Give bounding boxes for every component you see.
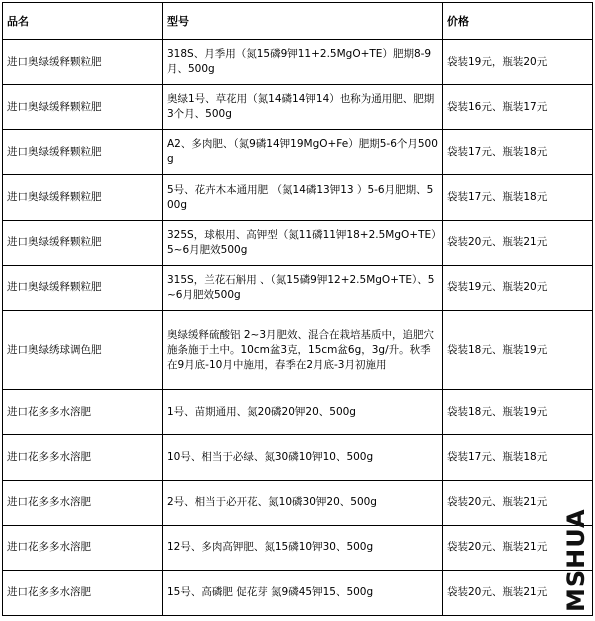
- table-row: [3, 40, 593, 85]
- table-row: [3, 130, 593, 175]
- product-price: 袋装20元、瓶装21元: [443, 525, 593, 570]
- header-price: 价格: [443, 3, 593, 40]
- product-name: 进口奥绿缓释颗粒肥: [3, 220, 163, 265]
- product-name: 进口花多多水溶肥: [3, 525, 163, 570]
- product-model: 315S，兰花石斛用 、（氮15磷9钾12+2.5MgO+TE）、5~6月肥效500g: [163, 265, 443, 310]
- product-price: 袋装18元、瓶装19元: [443, 310, 593, 389]
- product-model: 5号、花卉木本通用肥 （氮14磷13钾13 ）5-6月肥期、500g: [163, 175, 443, 220]
- product-name: 进口花多多水溶肥: [3, 390, 163, 435]
- product-model: 奥绿缓释硫酸铝 2~3月肥效、混合在栽培基质中，追肥穴施条施于土中。10cm盆3克，15cm盆6g，3g/升。秋季在9月底-10月中施用，春季在2月底-3月初施用: [163, 310, 443, 389]
- product-price: 袋装17元、瓶装18元: [443, 435, 593, 480]
- product-price: 袋装17元、瓶装18元: [443, 130, 593, 175]
- table-row: [3, 175, 593, 220]
- product-model: 318S、月季用（氮15磷9钾11+2.5MgO+TE）肥期8-9月、500g: [163, 40, 443, 85]
- product-model: 2号、相当于必开花、氮10磷30钾20、500g: [163, 480, 443, 525]
- product-name: 进口奥绿缓释颗粒肥: [3, 130, 163, 175]
- product-price: 袋装19元、瓶装20元: [443, 265, 593, 310]
- product-model: 325S，球根用、高钾型（氮11磷11钾18+2.5MgO+TE）5~6月肥效500g: [163, 220, 443, 265]
- header-model: 型号: [163, 3, 443, 40]
- price-table: [2, 2, 593, 616]
- product-model: 1号、苗期通用、氮20磷20钾20、500g: [163, 390, 443, 435]
- product-price: 袋装19元，瓶装20元: [443, 40, 593, 85]
- table-row: [3, 85, 593, 130]
- product-model: 奥绿1号、草花用（氮14磷14钾14）也称为通用肥、肥期3个月、500g: [163, 85, 443, 130]
- product-price: 袋装20元、瓶装21元: [443, 570, 593, 615]
- product-model: 10号、相当于必绿、氮30磷10钾10、500g: [163, 435, 443, 480]
- product-model: A2、多肉肥、（氮9磷14钾19MgO+Fe）肥期5-6个月500g: [163, 130, 443, 175]
- table-row: [3, 310, 593, 389]
- product-name: 进口奥绿缓释颗粒肥: [3, 40, 163, 85]
- table-row: [3, 435, 593, 480]
- product-name: 进口奥绿缓释颗粒肥: [3, 175, 163, 220]
- table-row: [3, 265, 593, 310]
- header-name: 品名: [3, 3, 163, 40]
- product-price: 袋装17元、瓶装18元: [443, 175, 593, 220]
- product-name: 进口奥绿绣球调色肥: [3, 310, 163, 389]
- product-name: 进口奥绿缓释颗粒肥: [3, 85, 163, 130]
- table-row: [3, 220, 593, 265]
- product-name: 进口花多多水溶肥: [3, 435, 163, 480]
- product-price: 袋装16元、瓶装17元: [443, 85, 593, 130]
- product-name: 进口奥绿缓释颗粒肥: [3, 265, 163, 310]
- watermark-text: MSHUA: [562, 508, 590, 612]
- product-name: 进口花多多水溶肥: [3, 570, 163, 615]
- product-price: 袋装20元、瓶装21元: [443, 220, 593, 265]
- product-price: 袋装20元、瓶装21元: [443, 480, 593, 525]
- header-row: [3, 3, 593, 40]
- product-price: 袋装18元、瓶装19元: [443, 390, 593, 435]
- table-row: [3, 390, 593, 435]
- table-row: [3, 480, 593, 525]
- product-model: 15号、高磷肥 促花芽 氮9磷45钾15、500g: [163, 570, 443, 615]
- product-name: 进口花多多水溶肥: [3, 480, 163, 525]
- table-row: [3, 525, 593, 570]
- table-row: [3, 570, 593, 615]
- product-model: 12号、多肉高钾肥、氮15磷10钾30、500g: [163, 525, 443, 570]
